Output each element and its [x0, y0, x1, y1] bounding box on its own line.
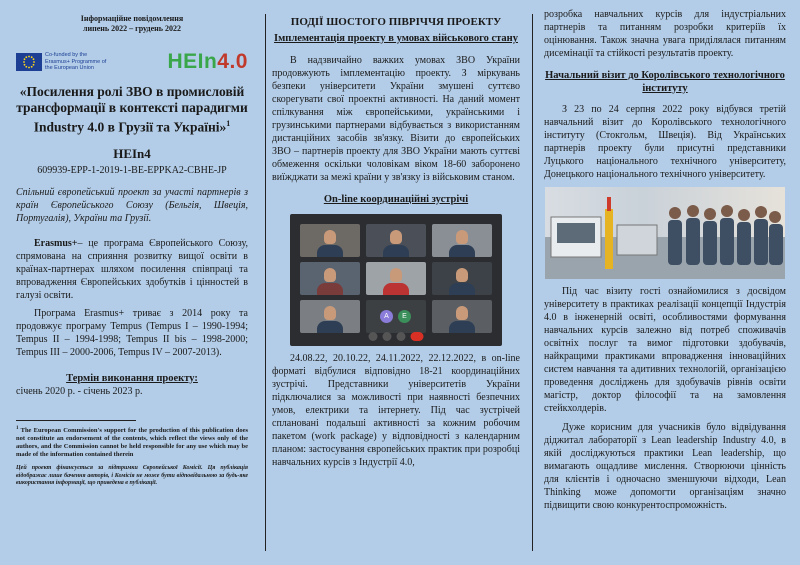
online-meetings-heading: On-line координаційні зустрічі — [323, 193, 469, 205]
implementation-text: В надзвичайно важких умовах ЗВО України продовжують імплементацію проекту. З міркувань безпеки університети України змушені суттєво скорегувати свої проектні активності. На даний момент спілкування між європейськими, українськими і грузинськими партнерами відбувається з використанням дистанційних засобів зв'язку. Візити до європейських ЗВО – партнерів проекту для ЗВО України мають суттєві обмеження оскільки чоловікам віком 18-60 заборонено виїжджати за межі країни у зв'язку із військовим станом. — [272, 54, 520, 183]
lab-visit-photo — [545, 187, 785, 279]
avatar: E — [398, 310, 411, 323]
lean-lab-text: Дуже корисним для учасників було відвідування діджитал лабораторії з Lean leadership Industry 4.0, в якій досліджуються практики Lean leadership, що вимагають ощадливе мислення. Створюючи цінність для клієнтів і одночасно зменшуючи відходи, Lean Thinking може допомогти організаціям значно підвищити свою конкурентоспроможність. — [544, 422, 786, 511]
avatar: A — [380, 310, 393, 323]
term-heading: Термін виконання проекту: — [66, 372, 198, 384]
project-title: «Посилення ролі ЗВО в промисловій трансформації в контексті парадигми Industry 4.0 в Грузії та Україні»$^1$ — [16, 84, 248, 135]
column-divider — [532, 14, 533, 551]
eu-flag-icon — [16, 53, 42, 71]
eu-erasmus-logo — [16, 52, 111, 72]
project-intro: Спільний європейський проект за участі партнерів з країн Європейського Союзу (Бельгія, Швеція, Португалія), України та Грузії. — [16, 186, 248, 224]
participant-tile — [432, 224, 492, 257]
term-value: січень 2020 р. - січень 2023 р. — [16, 386, 143, 397]
newsletter-label: Інформаційне повідомлення — [80, 14, 184, 23]
participant-tile — [366, 224, 426, 257]
participant-tile — [300, 300, 360, 333]
project-code: 609939-EPP-1-2019-1-BE-EPPKA2-CBHE-JP — [37, 164, 227, 176]
implementation-heading: Імплементація проекту в умовах військового стану — [274, 33, 518, 44]
call-controls — [369, 332, 424, 341]
continued-text: розробка навчальних курсів для індустріальних партнерів та питанням розробки критеріїв їх оцінювання. Також значна увага приділялася питанням дисемінації та стійкості результатів проекту. — [544, 9, 786, 59]
hein-logo — [167, 50, 248, 74]
participant-tile — [300, 224, 360, 257]
video-call-screenshot — [290, 214, 502, 346]
program-paragraph: Програма Erasmus+ триває з 2014 року та продовжує програму Tempus (Tempus I – 1990-1994; Tempus II – 1994-1998; Tempus II bis – 1998-2000; Tempus III – 2000-2006, Tempus IV – 2007-2013). — [16, 307, 248, 358]
hein-logo-prefix: HEIn — [167, 50, 218, 73]
visit-details-text: Під час візиту гості ознайомилися з досвідом університету в практиках реалізації концепції Індустрія 4.0 в інженерній освіті, особливостями формування навчальних курсів залежно від потреб споживачів освітніх послуг та вимог підготовки здобувачів, найкращими практиками впровадження інноваційних систем навчання та адитивних технологій, організацією проведення досліджень для здобувачів рівнів освіти магістр, доктор філософії та на замовлення стейкхолдерів. — [544, 286, 786, 414]
footnote-ua: Цей проект фінансується за підтримки Європейської Комісії. Ця публікація відображає лише бачення авторів, і Комісія не може бути відповідальною за будь-яке використання інформації, що приведена в публікації. — [16, 465, 248, 487]
erasmus-term: Erasmus+ — [34, 237, 78, 249]
left-column — [0, 0, 262, 565]
participant-tile — [432, 300, 492, 333]
footnote-divider — [16, 420, 136, 421]
participant-tile — [432, 262, 492, 295]
title-footnote-mark: 1 — [226, 119, 231, 128]
footnote-en: $^1$ The European Commission's support for the production of this publication does not constitute an endorsement of the contents, which reflect the views only of the authors, and the Commission cannot be held responsible for any use which may be made of the information contained therein — [16, 426, 248, 459]
events-heading: ПОДІЇ ШОСТОГО ПІВРІЧЧЯ ПРОЕКТУ — [290, 16, 502, 28]
participant-tile — [300, 262, 360, 295]
erasmus-paragraph: Erasmus+– це програма Європейського Союзу, спрямована на сприяння розвитку вищої освіти в країнах-партнерах шляхом посилення співпраці та впровадження Європейських здобутків і цінностей в галузі освіти. — [16, 237, 248, 301]
kth-visit-text: З 23 по 24 серпня 2022 року відбувся третій навчальний візит до Королівського технологічного інституту (Стокгольм, Швеція). Від Українських партнерів проекту були присутні представники Луцького національного технічного університету, Донецького національного технічного університету. — [544, 104, 786, 180]
column-divider — [265, 14, 266, 551]
project-acronym: HEIn4 — [113, 145, 151, 161]
eu-logo-text: Co-funded by the Erasmus+ Programme of the European Union — [45, 52, 107, 72]
hein-logo-suffix: 4.0 — [217, 50, 248, 73]
online-meetings-text: 24.08.22, 20.10.22, 24.11.2022, 22.12.2022, в on-line форматі відбулися відповідно 18-21 координаційних зустрічі. Представники університетів України підключалися за можливості при наявності безпечних умов, електрики та інтернету. Під час зустрічей сплановані подальші активності за кожним робочим пакетом (work package) у відповідності з календарним планом: застосування європейських практик при розробці навчальних курсів з Індустрії 4.0, — [272, 353, 520, 468]
right-column — [538, 0, 792, 565]
participant-tile — [366, 300, 426, 333]
kth-visit-heading: Начальний візит до Королівського технологічного інституту — [545, 70, 785, 94]
middle-column — [268, 0, 526, 565]
participant-tile — [366, 262, 426, 295]
logo-row — [16, 48, 248, 76]
newsletter-period: липень 2022 – грудень 2022 — [82, 24, 181, 33]
